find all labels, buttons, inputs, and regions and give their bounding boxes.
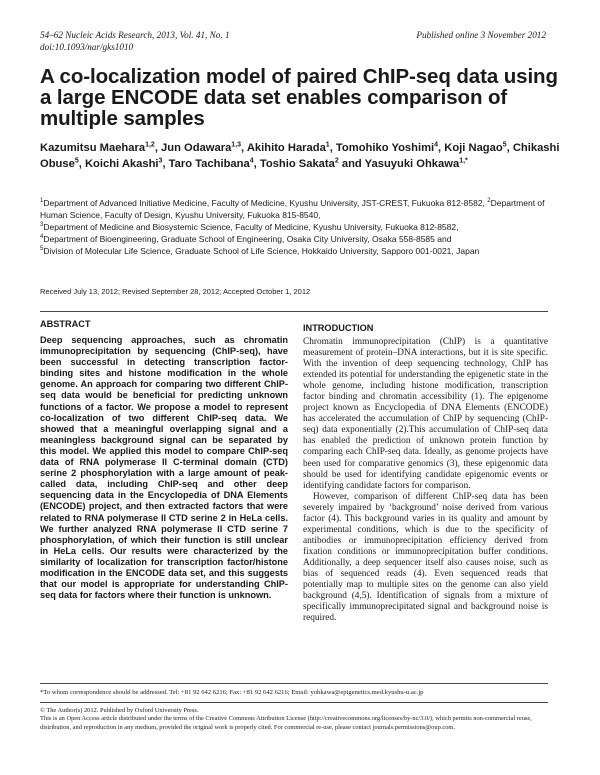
author-name: Jun Odawara — [161, 142, 232, 154]
affiliation-text: Department of Advanced Initiative Medicine, Faculty of Medicine, Kyushu University, JST-CREST, Fukuoka 812-8582, — [43, 198, 488, 208]
affiliation-number: 1 — [40, 198, 44, 205]
author-name: Koji Nagao — [444, 142, 503, 154]
author-separator: , — [241, 142, 247, 154]
running-header — [40, 29, 546, 55]
affiliation-text: Department of Bioengineering, Graduate School of Engineering, Osaka City University, Osaka 558-8585 and — [43, 234, 452, 244]
author-name: Kazumitsu Maehara — [40, 142, 146, 154]
affiliation-number: 4 — [40, 234, 44, 241]
author-affiliation-mark: 2 — [334, 157, 339, 165]
footnote-divider — [40, 683, 548, 684]
author-list — [40, 140, 560, 173]
author-affiliation-mark: 4 — [249, 157, 254, 165]
author-separator: , — [506, 142, 513, 154]
author-separator: , — [438, 142, 445, 154]
correspondence-note: *To whom correspondence should be addressed. Tel: +81 92 642 6216; Fax: +81 92 642 6216; Email: yohkawa@epigenetics.med.kyushu-u.ac.jp — [40, 689, 424, 696]
license-footer — [40, 707, 560, 732]
author-affiliation-mark: 3 — [158, 157, 163, 165]
author-affiliation-mark: 4 — [434, 141, 439, 149]
author-name: Koichi Akashi — [84, 158, 159, 171]
doi: doi:10.1093/nar/gks1010 — [40, 42, 134, 52]
author-separator: and — [338, 158, 365, 171]
author-affiliation-mark: 5 — [74, 157, 79, 165]
affiliation-number: 2 — [487, 198, 491, 205]
author-separator: , — [154, 142, 162, 154]
author-affiliation-mark: 1 — [325, 141, 330, 149]
section-divider — [40, 311, 548, 312]
publication-date: Published online 3 November 2012 — [416, 30, 546, 40]
author-separator: , — [78, 158, 85, 171]
author-name: Toshio Sakata — [259, 158, 335, 171]
footer-divider — [40, 702, 548, 703]
author-separator: , — [253, 158, 260, 171]
author-name: Akihito Harada — [246, 142, 326, 154]
introduction-text — [303, 337, 548, 624]
intro-paragraph: However, comparison of different ChIP-seq data has been severely impaired by ‘background’ noise derived from various factor (4). This background varies in its quality and amount by experimental conditions, which is due to the specificity of antibodies or immunoprecipitation efficiency derived from fixation conditions or immunoprecipitation buffer conditions. Additionally, a deep sequencer itself also causes noise, such as bias of sequenced reads (4). Even sequenced reads that potentially map to multiple sites on the genome can also yield background (4,5). Identification of signals from a mixture of specifically immunoprecipitated signal and background noise is required. — [303, 491, 548, 624]
article-title: A co-localization model of paired ChIP-seq data using a large ENCODE data set enables comparison of multiple samples — [40, 65, 558, 130]
affiliation-text: Department of Human Science, Faculty of Design, Kyushu University, Fukuoka 815-8540, — [40, 198, 545, 220]
author-affiliation-mark: 1,* — [459, 157, 468, 165]
affiliation-text: Division of Molecular Life Science, Graduate School of Life Science, Hokkaido University, Sapporo 001-0021, Japan — [43, 246, 480, 256]
author-affiliation-mark: 5 — [502, 141, 507, 149]
author-separator: , — [329, 142, 336, 154]
journal-citation: 54–62 Nucleic Acids Research, 2013, Vol. 41, No. 1 — [40, 30, 230, 40]
abstract-heading: ABSTRACT — [40, 319, 91, 329]
abstract-text: Deep sequencing approaches, such as chromatin immunoprecipitation by sequencing (ChIP-seq), have been successful in detecting transcription factor-binding sites and histone modification in the whole genome. An approach for comparing two different ChIP-seq data would be beneficial for predicting unknown functions of a factor. We propose a model to represent co-localization of two different ChIP-seq data. We showed that a meaningful overlapping signal and a meaningless background signal can be separated by this model. We applied this model to compare ChIP-seq data of RNA polymerase II C-terminal domain (CTD) serine 2 phosphorylation with a large amount of peak-called data, including ChIP-seq and other deep sequencing data in the Encyclopedia of DNA Elements (ENCODE) project, and then extracted factors that were related to RNA polymerase II CTD serine 2 in HeLa cells. We further analyzed RNA polymerase II CTD serine 7 phosphorylation, of which their function is still unclear in HeLa cells. Our results were characterized by the similarity of localization for transcription factor/histone modification in the ENCODE data set, and this suggests that our model is appropriate for understanding ChIP-seq data for factors where their function is unknown. — [40, 335, 288, 601]
author-affiliation-mark: 1,2 — [145, 141, 155, 149]
author-name: Chikashi Obuse — [40, 142, 560, 171]
author-separator: , — [162, 158, 169, 171]
author-affiliation-mark: 1,3 — [231, 141, 242, 149]
affiliation-number: 3 — [40, 222, 44, 229]
intro-paragraph: Chromatin immunoprecipitation (ChIP) is a quantitative measurement of protein–DNA interactions, but it is site specific. With the invention of deep sequencing technology, ChIP has extended its potential for understanding the epigenetic state in the whole genome, including histone modification, transcription factor binding and chromatin accessibility (1). The epigenome project known as Encyclopedia of DNA Elements (ENCODE) has accelerated the accumulation of ChIP by sequencing (ChIP-seq) data exponentially (2).This accumulation of ChIP-seq data has enabled the prediction of unknown protein function by comparing each ChIP-seq data. Ideally, as genome projects have been used for comparative genomics (3), these epigenomic data should be used for identifying candidate epigenomic events or identifying candidate factors for comparison. — [303, 337, 548, 491]
license-text: This is an Open Access article distributed under the terms of the Creative Commons Attribution License (http://creativecommons.org/licenses/by-nc/3.0/), which permits non-commercial reuse, distribution, and reproduction in any medium, provided the original work is properly cited. For commercial re-use, please contact journals.permissions@oup.com. — [40, 715, 532, 731]
copyright-line: © The Author(s) 2012. Published by Oxford University Press. — [40, 707, 199, 714]
affiliations — [40, 197, 560, 257]
affiliation-text: Department of Medicine and Biosystemic Science, Faculty of Medicine, Kyushu University, Fukuoka 812-8582, — [43, 222, 459, 232]
author-name: Yasuyuki Ohkawa — [364, 158, 460, 171]
author-name: Taro Tachibana — [168, 158, 250, 171]
received-dates: Received July 13, 2012; Revised September 28, 2012; Accepted October 1, 2012 — [40, 287, 311, 296]
affiliation-number: 5 — [40, 246, 44, 253]
introduction-heading: INTRODUCTION — [303, 323, 374, 333]
author-name: Tomohiko Yoshimi — [335, 142, 435, 154]
